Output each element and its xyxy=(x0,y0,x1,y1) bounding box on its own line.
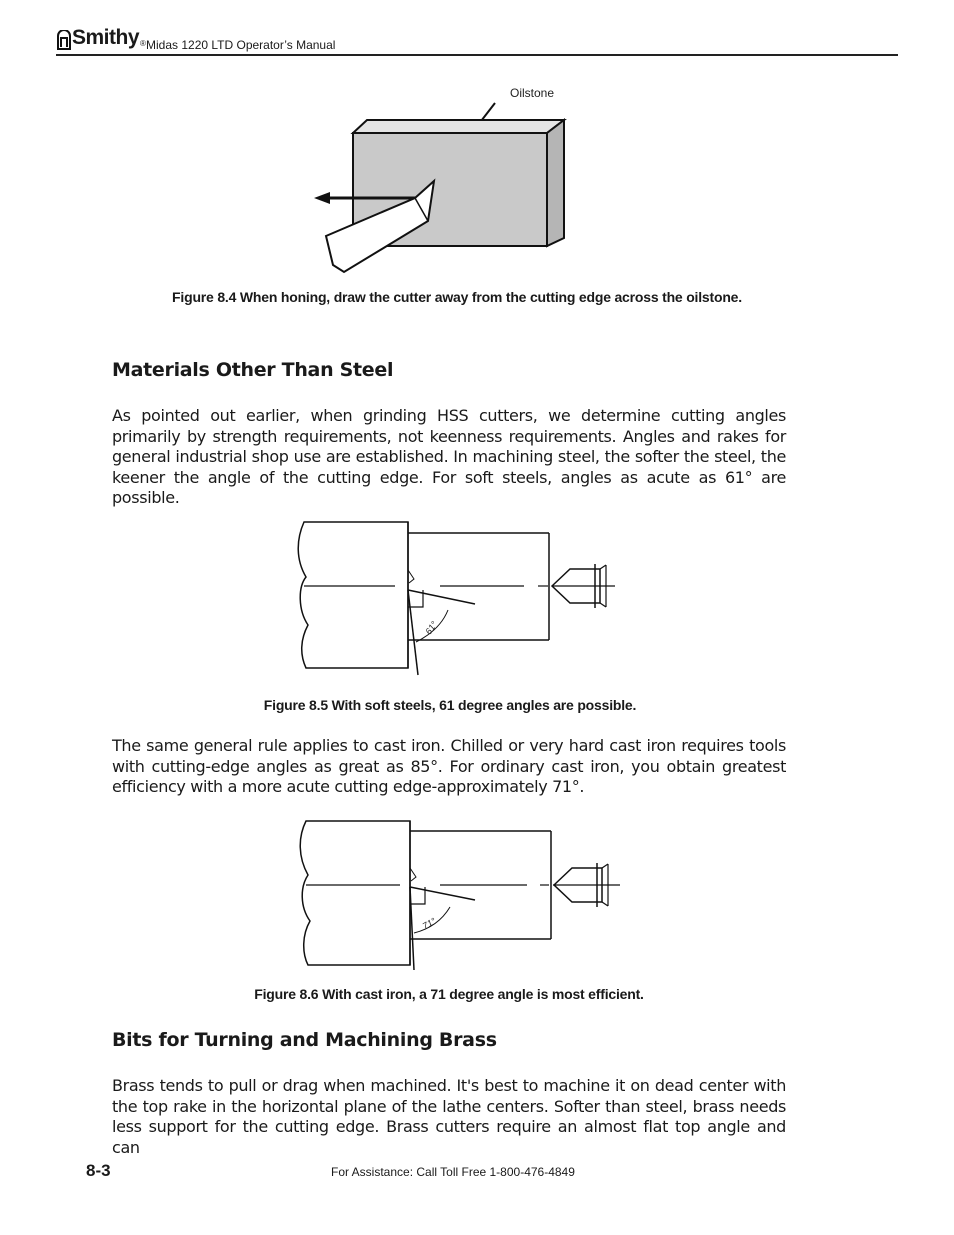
paragraph-brass: Brass tends to pull or drag when machined. It's best to machine it on dead center with the top rake in the horizontal plane of the lathe centers. Softer than steel, brass needs less support for the cutting edge. Brass cutters require an almost flat top angle and can xyxy=(112,1076,786,1157)
footer-assistance: For Assistance: Call Toll Free 1-800-476-4849 xyxy=(331,1165,575,1179)
smithy-logo xyxy=(56,26,146,50)
smithy-logo-icon xyxy=(56,30,72,50)
paragraph-cast-iron: The same general rule applies to cast iron. Chilled or very hard cast iron requires tools with cutting-edge angles as great as 85°. For ordinary cast iron, you obtain greatest efficiency with a more acute cutting edge-approximately 71°. xyxy=(112,736,786,796)
figure-8-6-lathe-diagram xyxy=(290,815,625,975)
figure-8-5-lathe-diagram xyxy=(290,515,620,685)
angle-label-71: 71° xyxy=(420,915,438,932)
page-number: 8-3 xyxy=(86,1161,111,1180)
figure-8-4-caption: Figure 8.4 When honing, draw the cutter away from the cutting edge across the oilstone. xyxy=(172,289,742,305)
figure-8-4-oilstone-diagram xyxy=(300,80,600,275)
section-heading-materials: Materials Other Than Steel xyxy=(112,359,394,381)
oilstone-label: Oilstone xyxy=(510,86,555,100)
figure-8-6-caption: Figure 8.6 With cast iron, a 71 degree angle is most efficient. xyxy=(254,986,644,1002)
angle-label-61: 61° xyxy=(423,619,440,637)
paragraph-materials: As pointed out earlier, when grinding HSS cutters, we determine cutting angles primarily by strength requirements, not keenness requirements. Angles and rakes for general industrial shop use are established. In machining steel, the softer the steel, the keener the angle of the cutting edge. For soft steels, angles as acute as 61° are possible. xyxy=(112,406,786,507)
figure-8-5-caption: Figure 8.5 With soft steels, 61 degree angles are possible. xyxy=(263,697,637,713)
manual-title: Midas 1220 LTD Operator’s Manual xyxy=(146,38,336,52)
section-heading-brass: Bits for Turning and Machining Brass xyxy=(112,1029,497,1051)
header-rule xyxy=(56,54,898,56)
logo-text: Smithy xyxy=(72,26,140,49)
logo-registered-mark: ® xyxy=(140,39,146,48)
